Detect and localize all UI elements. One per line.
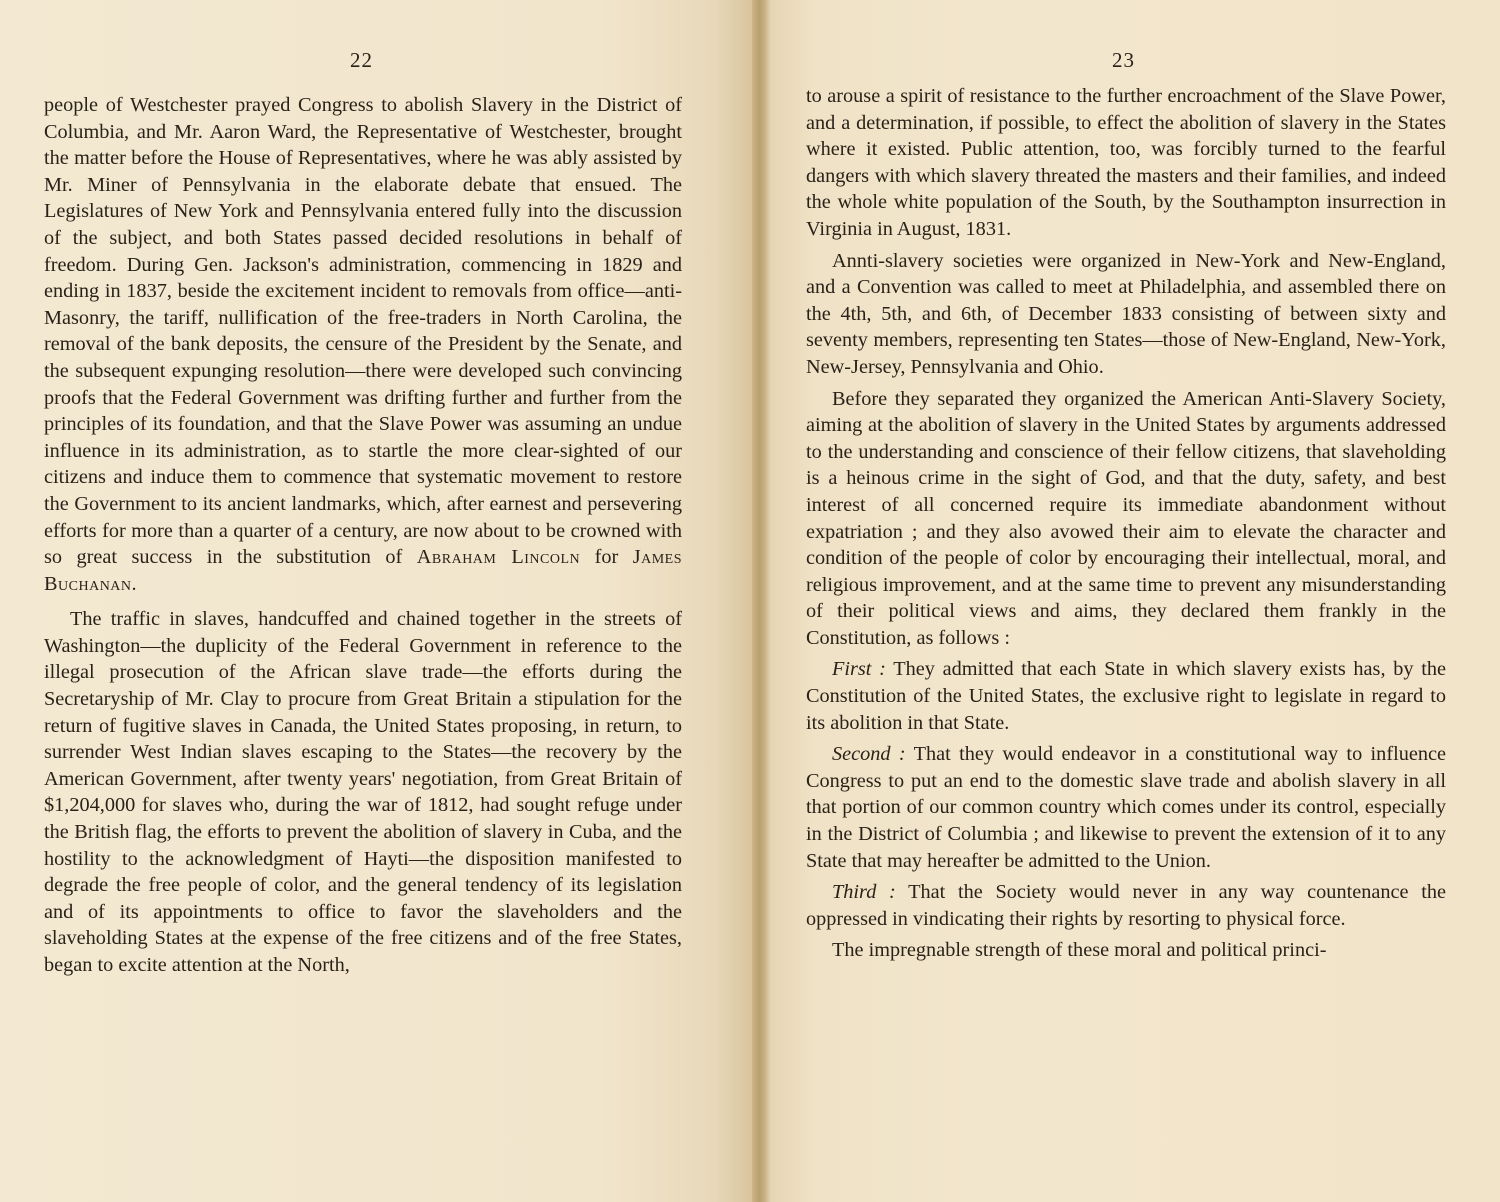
text-run: to arouse a spirit of resistance to the further encroachment of the Slave Power, and a determination, if possible, to effect the abolition of slavery in the States where it existed. Public attention, too, was forcibly turned to the fearful dangers with which slavery threated the masters and their families, and indeed the whole white population of the South, by the Southampton insurrection in Virginia in August, 1831.	[806, 85, 1446, 240]
name-james-buchanan: James Buchanan	[44, 546, 682, 595]
name-abraham-lincoln: Abraham Lincoln	[416, 546, 581, 569]
text-run: That the Society would never in any way countenance the oppressed in vindicating their rights by resorting to physical force.	[806, 881, 1446, 930]
paragraph	[806, 656, 1446, 736]
clause-label-third: Third :	[832, 881, 896, 904]
clause-label-first: First :	[832, 658, 886, 681]
paragraph	[806, 248, 1446, 381]
text-run: Before they separated they organized the American Anti-Slavery Society, aiming at the abolition of slavery in the United States by arguments addressed to the understanding and conscience of their fellow citizens, that slaveholding is a heinous crime in the sight of God, and that the duty, safety, and best interest of all concerned require its immediate abandonment without expatriation ; and they also avowed their aim to elevate the character and condition of the people of color by encouraging their intellectual, moral, and religious improvement, and at the same time to prevent any misunderstanding of their political views and aims, they declared them frankly in the Constitution, as follows :	[806, 387, 1446, 649]
paragraph	[806, 83, 1446, 243]
text-run: Annti-slavery societies were organized in New-York and New-England, and a Convention was called to meet at Philadelphia, and assembled there on the 4th, 5th, and 6th, of December 1833 consisting of between sixty and seventy members, representing ten States—those of New-England, New-York, New-Jersey, Pennsylvania and Ohio.	[806, 249, 1446, 378]
text-run: .	[131, 572, 137, 595]
text-run: for	[580, 546, 633, 569]
page-number-left: 22	[350, 48, 373, 72]
text-run: They admitted that each State in which slavery exists has, by the Constitution of the United States, the exclusive right to legislate in regard to its abolition in that State.	[806, 658, 1446, 734]
text-run: The impregnable strength of these moral and political princi-	[832, 939, 1327, 962]
paragraph	[806, 386, 1446, 652]
paragraph	[44, 92, 682, 597]
left-page-text	[44, 92, 682, 979]
page-number-right: 23	[1112, 48, 1135, 72]
paragraph	[44, 606, 682, 978]
right-page	[770, 0, 1500, 1202]
clause-label-second: Second :	[832, 743, 906, 766]
paragraph	[806, 879, 1446, 932]
text-run: people of Westchester prayed Congress to abolish Slavery in the District of Columbia, and Mr. Aaron Ward, the Representative of Westchester, brought the matter before the House of Representatives, where he was ably assisted by Mr. Miner of Pennsylvania in the elaborate debate that ensued. The Legislatures of New York and Pennsylvania entered fully into the discussion of the subject, and both States passed decided resolutions in behalf of freedom. During Gen. Jackson's administration, commencing in 1829 and ending in 1837, beside the excitement incident to removals from office—anti-Masonry, the tariff, nullification of the free-traders in North Carolina, the removal of the bank deposits, the censure of the President by the Senate, and the subsequent expunging resolution—there were developed such convincing proofs that the Federal Government was drifting further and further from the principles of its foundation, and that the Slave Power was assuming an undue influence in its administration, as to startle the more clear-sighted of our citizens and induce them to commence that systematic movement to restore the Government to its ancient landmarks, which, after earnest and persevering efforts for more than a quarter of a century, are now about to be crowned with so great success in the substitution of	[44, 94, 682, 569]
text-run: That they would endeavor in a constitutional way to influence Congress to put an end to the domestic slave trade and abolish slavery in all that portion of our common country which comes under its control, especially in the District of Columbia ; and likewise to prevent the extension of it to any State that may hereafter be admitted to the Union.	[806, 743, 1447, 872]
text-run: The traffic in slaves, handcuffed and chained together in the streets of Washington—the duplicity of the Federal Government in reference to the illegal prosecution of the African slave trade—the efforts during the Secretaryship of Mr. Clay to procure from Great Britain a stipulation for the return of fugitive slaves in Canada, the United States proposing, in return, to surrender West Indian slaves escaping to the States—the recovery by the American Government, after twenty years' negotiation, from Great Britain of $1,204,000 for slaves who, during the war of 1812, had sought refuge under the British flag, the efforts to prevent the abolition of slavery in Cuba, and the hostility to the acknowledgment of Hayti—the disposition manifested to degrade the free people of color, and the general tendency of its legislation and of its appointments to office to favor the slaveholders and the slaveholding States at the expense of the free citizens and of the free States, began to excite attention at the North,	[44, 608, 682, 976]
paragraph	[806, 741, 1446, 874]
book-gutter	[752, 0, 770, 1202]
right-page-text	[806, 83, 1446, 964]
paragraph	[806, 937, 1446, 964]
